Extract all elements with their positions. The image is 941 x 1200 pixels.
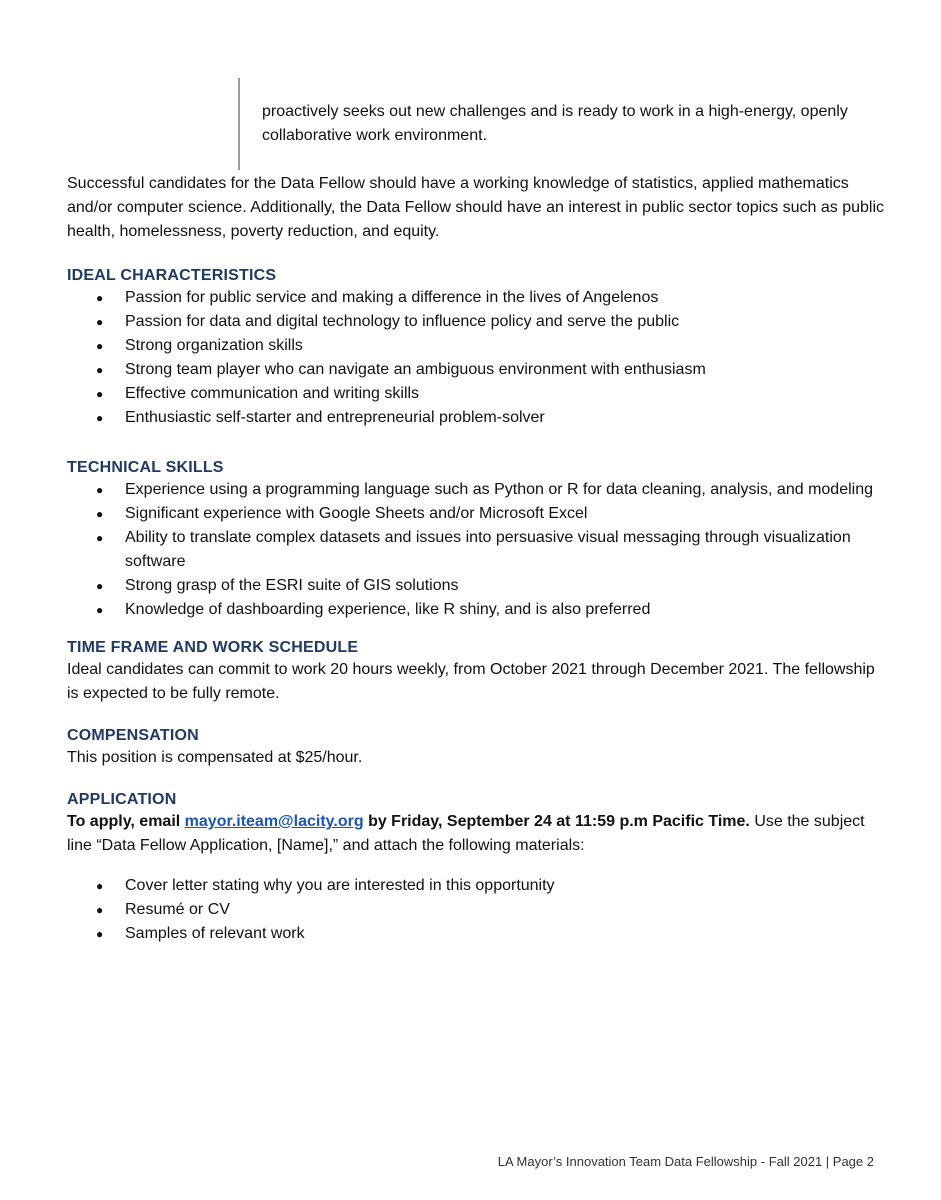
bullet-icon: ● [96,531,104,545]
bullet-icon: ● [96,903,104,917]
list-item: ● Knowledge of dashboarding experience, like R shiny, and is also preferred [67,598,887,622]
compensation-heading: COMPENSATION [67,727,199,744]
list-item: ● Resumé or CV [67,898,887,922]
ideal-characteristics-heading: IDEAL CHARACTERISTICS [67,267,277,284]
technical-skills-heading: TECHNICAL SKILLS [67,459,224,476]
application-section [67,790,887,946]
list-item: ● Passion for public service and making a difference in the lives of Angelenos [67,286,887,310]
bullet-icon: ● [96,315,104,329]
bullet-icon: ● [96,363,104,377]
list-item: ● Enthusiastic self-starter and entrepreneurial problem-solver [67,406,887,430]
list-item: ● Effective communication and writing skills [67,382,887,406]
block-quote [238,78,848,170]
list-item: ● Passion for data and digital technology to influence policy and serve the public [67,310,887,334]
page-footer: LA Mayor’s Innovation Team Data Fellowship - Fall 2021 | Page 2 [497,1154,874,1169]
bullet-icon: ● [96,483,104,497]
application-materials-list [67,874,887,946]
bullet-icon: ● [96,291,104,305]
compensation-section [67,726,887,770]
time-frame-heading: TIME FRAME AND WORK SCHEDULE [67,639,359,656]
bullet-icon: ● [96,927,104,941]
list-item: ● Significant experience with Google Sheets and/or Microsoft Excel [67,502,887,526]
technical-skills-section [67,458,887,622]
application-text [67,810,887,858]
list-item: ● Cover letter stating why you are interested in this opportunity [67,874,887,898]
list-item: ● Strong grasp of the ESRI suite of GIS solutions [67,574,887,598]
list-item: ● Strong organization skills [67,334,887,358]
list-item: ● Ability to translate complex datasets and issues into persuasive visual messaging through visualization software [67,526,887,574]
bullet-icon: ● [96,603,104,617]
bullet-icon: ● [96,387,104,401]
bullet-icon: ● [96,879,104,893]
list-item: ● Samples of relevant work [67,922,887,946]
bullet-icon: ● [96,507,104,521]
time-frame-text: Ideal candidates can commit to work 20 hours weekly, from October 2021 through December 2021. The fellowship is expected to be fully remote. [67,661,875,702]
compensation-text: This position is compensated at $25/hour. [67,749,363,766]
list-item: ● Strong team player who can navigate an ambiguous environment with enthusiasm [67,358,887,382]
email-link[interactable]: mayor.iteam@lacity.org [184,813,364,830]
application-lead: To apply, email [67,813,181,830]
time-frame-section [67,638,887,706]
application-instructions: Use the subject line “Data Fellow Application, [Name],” and attach the following materials: [67,813,865,854]
ideal-characteristics-list [67,286,887,430]
application-deadline: by Friday, September 24 at 11:59 p.m Pacific Time. [368,813,750,830]
bullet-icon: ● [96,339,104,353]
quote-text: proactively seeks out new challenges and is ready to work in a high-energy, openly collaborative work environment. [262,103,848,144]
intro-paragraph: Successful candidates for the Data Fellow should have a working knowledge of statistics, applied mathematics and/or computer science. Additionally, the Data Fellow should have an interest in public sector topics such as public health, homelessness, poverty reduction, and equity. [67,175,885,240]
application-heading: APPLICATION [67,791,177,808]
bullet-icon: ● [96,579,104,593]
technical-skills-list [67,478,887,622]
intro-section [67,172,887,244]
bullet-icon: ● [96,411,104,425]
list-item: ● Experience using a programming language such as Python or R for data cleaning, analysis, and modeling [67,478,887,502]
ideal-characteristics-section [67,266,887,430]
